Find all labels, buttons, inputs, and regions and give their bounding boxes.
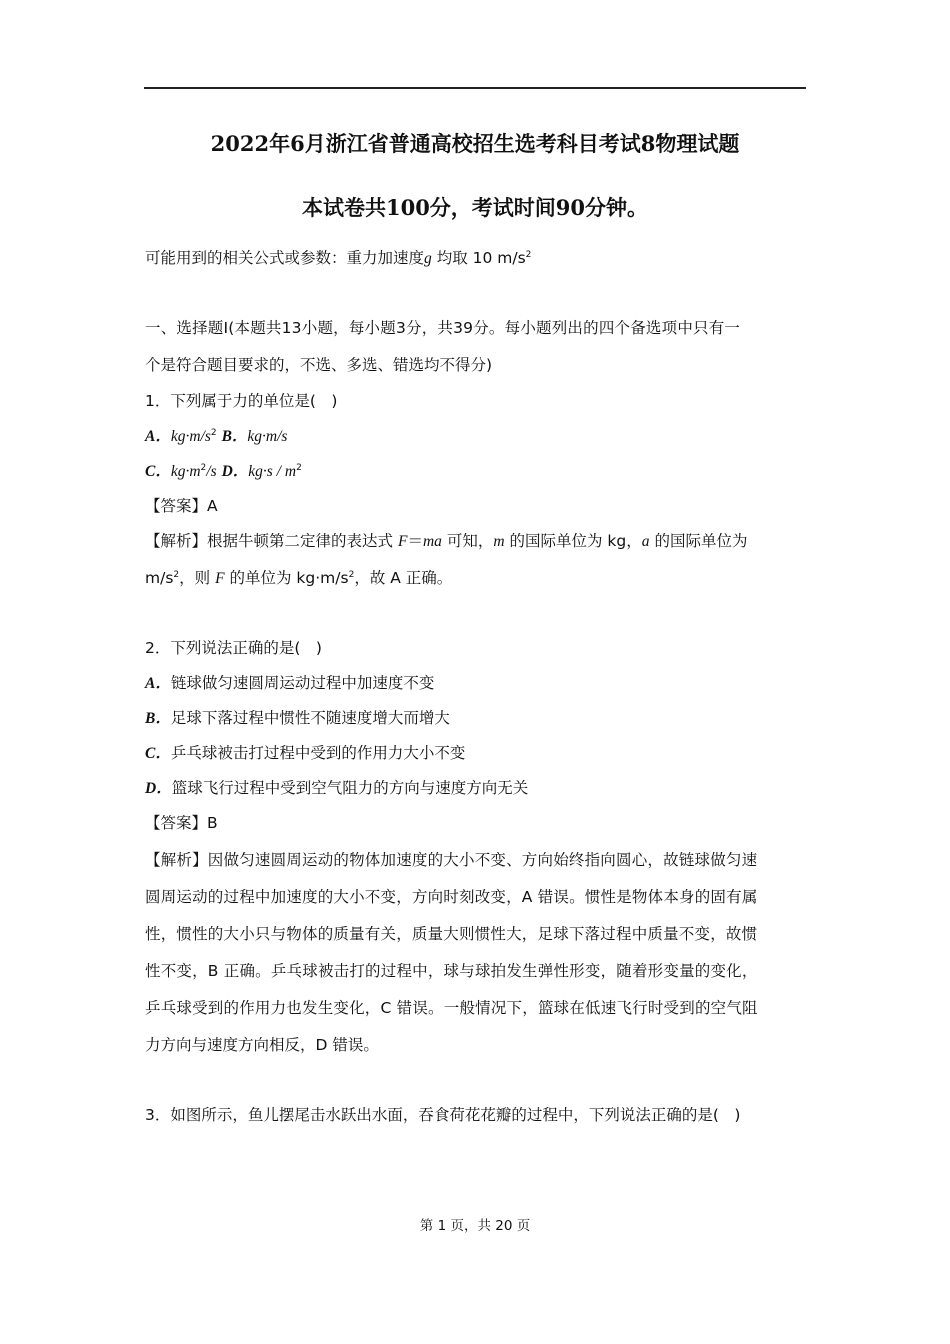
q1-stem: 1．下列属于力的单位是( )	[145, 392, 338, 410]
q1-analysis-unit: m/s	[145, 569, 174, 587]
formula-g: g	[424, 250, 432, 267]
q2-option-b	[145, 706, 807, 728]
q2-analysis-line-2: 圆周运动的过程中加速度的大小不变，方向时刻改变，A 错误。惯性是物体本身的固有属	[145, 888, 758, 906]
q2-answer: 【答案】B	[145, 814, 218, 832]
q1-option-d: kg·s / m	[248, 463, 297, 480]
q1-option-c-post: /s	[206, 463, 217, 480]
q1-option-b-label: B．	[221, 428, 248, 445]
q1-options-ab	[145, 424, 807, 446]
formula-note-text: 可能用到的相关公式或参数：重力加速度	[145, 249, 425, 267]
q1-analysis-unit-exp: 2	[173, 570, 180, 580]
q2-analysis-line-1: 【解析】因做匀速圆周运动的物体加速度的大小不变、方向始终指向圆心，故链球做匀速	[145, 851, 758, 869]
q1-options-cd	[145, 459, 807, 481]
q2-analysis-line-5: 乒乓球受到的作用力也发生变化，C 错误。一般情况下，篮球在低速飞行时受到的空气阻	[145, 999, 758, 1017]
q1-analysis-text-c: 的国际单位为 kg，	[509, 532, 642, 550]
formula-note	[145, 246, 807, 268]
q1-option-d-exp: 2	[296, 463, 302, 473]
q1-analysis-line-1	[145, 529, 807, 551]
q2-option-d	[145, 776, 807, 798]
q2-option-b-label: B．	[145, 710, 171, 727]
q1-analysis-ma: ma	[422, 533, 442, 550]
q1-option-c-label: C．	[145, 463, 171, 480]
q2-option-a	[145, 671, 807, 693]
q1-analysis-F2: F	[215, 570, 225, 587]
q1-option-d-label: D．	[221, 463, 249, 480]
page-footer: 第 1 页，共 20 页	[419, 1218, 531, 1234]
q2-option-c-text: 乒乓球被击打过程中受到的作用力大小不变	[170, 744, 466, 762]
q2-option-b-text: 足球下落过程中惯性不随速度增大而增大	[170, 709, 450, 727]
q2-analysis-line-3: 性，惯性的大小只与物体的质量有关，质量大则惯性大，足球下落过程中质量不变，故惯	[145, 925, 758, 943]
q1-analysis-m: m	[493, 533, 505, 550]
section-heading-line-2: 个是符合题目要求的，不选、多选、错选均不得分)	[145, 356, 493, 374]
q2-option-c-label: C．	[145, 745, 171, 762]
page-title: 2022年6月浙江省普通高校招生选考科目考试8物理试题	[210, 131, 740, 156]
q1-analysis-text-g: ，故 A 正确。	[354, 569, 453, 587]
q1-answer: 【答案】A	[145, 497, 218, 515]
q1-option-a-exp: 2	[210, 428, 217, 438]
q2-option-d-label: D．	[145, 780, 172, 797]
formula-exp: 2	[525, 250, 532, 260]
q1-analysis-line-2	[145, 566, 807, 588]
q1-analysis-text-b: 可知，	[446, 532, 494, 550]
q3-stem: 3．如图所示，鱼儿摆尾击水跃出水面，吞食荷花花瓣的过程中，下列说法正确的是( )	[145, 1106, 741, 1124]
q1-analysis-F: F	[397, 533, 408, 550]
q2-option-a-text: 链球做匀速圆周运动过程中加速度不变	[170, 674, 435, 692]
q1-option-c-exp: 2	[200, 463, 207, 473]
q1-analysis-text-f: 的单位为 kg·m/s	[229, 569, 349, 587]
q2-option-d-text: 篮球飞行过程中受到空气阻力的方向与速度方向无关	[171, 779, 529, 797]
q2-stem: 2．下列说法正确的是( )	[145, 639, 322, 657]
q1-analysis-tag: 【解析】	[145, 532, 208, 550]
q1-analysis-eq: ＝	[407, 532, 423, 550]
q2-analysis-line-6: 力方向与速度方向相反，D 错误。	[145, 1036, 379, 1054]
q1-analysis-text-d: 的国际单位为	[654, 532, 748, 550]
exam-subtitle: 本试卷共100分，考试时间90分钟。	[301, 195, 649, 220]
q2-analysis-line-4: 性不变，B 正确。乒乓球被击打的过程中，球与球拍发生弹性形变，随着形变量的变化，	[145, 962, 758, 980]
q1-option-c: kg·m	[170, 463, 201, 480]
q1-option-a: kg·m/s	[170, 428, 211, 445]
q2-option-a-label: A．	[145, 675, 171, 692]
section-heading-line-1: 一、选择题Ⅰ(本题共13小题，每小题3分，共39分。每小题列出的四个备选项中只有一	[145, 319, 741, 337]
formula-value: 均取 10 m/s	[431, 249, 526, 267]
header-rule	[144, 87, 806, 89]
q1-analysis-text-a: 根据牛顿第二定律的表达式	[207, 532, 394, 550]
q2-option-c	[145, 741, 807, 763]
q1-option-b: kg·m/s	[247, 428, 288, 445]
q1-analysis-a: a	[641, 533, 650, 550]
q1-analysis-unit-exp2: 2	[348, 570, 355, 580]
q1-option-a-label: A．	[145, 428, 171, 445]
q1-analysis-text-e: ，则	[179, 569, 211, 587]
